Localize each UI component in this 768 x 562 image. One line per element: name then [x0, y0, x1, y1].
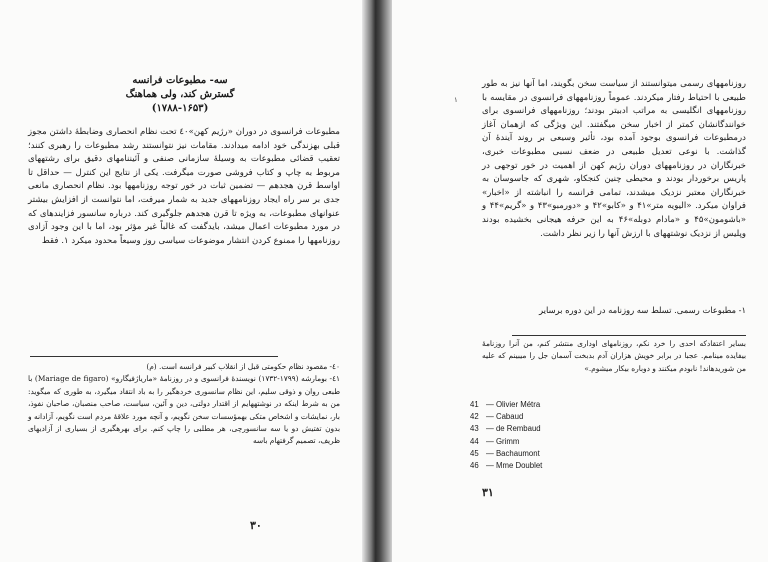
margin-mark: ۱: [454, 96, 458, 104]
footnote-41: ٤١- بومارشه (۱۷۹۹-۱۷۳۲) نویسندهٔ فرانسوی و در روزنامهٔ «ماریاژفیگارو» (Mariage de figaro) با طبعی روان و ذوقی سلیم، این نظام سانسوری خردهگیر را به باد انتقاد میگیرد، به طوری که میگوید: من به شرط اینکه در نوشتههایم از اقتدار دولتی، دین و آئین، سیاست، صاحب منصبان، صاحبان نفوذ، بار، نمایشات و اشخاص متکی بهمؤسسات سخن نگویم، و آنچه مورد علاقهٔ مردم است نگویم، آزادانه و بدون تفتیش دو یا سه سانسورچی، هر مطلبی را چاپ کنم. برای بهرهگیری از بسیاری از آزادیهای ظریف، تصمیم گرفتهام باسه: [28, 374, 341, 446]
right-footnote: بسایر اعتقادکه احدی را خرد نکم، روزنامهای اوداری منتشر کنم، من آنرا روزنامهٔ بیفایده مینامم. عجبا در برابر خویش هزاران آدم بدبخت آسمان جل را میبینم که علیه من شوریدهاند! نابودم میکنند و دوباره بیکار میشوم.»: [482, 339, 746, 373]
right-footnote-divider: [512, 335, 746, 336]
book-gutter: [362, 0, 392, 562]
list-item: 43 — de Rembaud: [470, 424, 541, 434]
list-item: 44 — Grimm: [470, 436, 520, 446]
right-body-paragraph: روزنامههای رسمی میتوانستند از سیاست سخن بگویند، اما آنها نیز به طور طبیعی با احتیاط رفتار میکردند. عموماً روزنامههای فرانسوی در مقایسه با روزنامههای انگلیسی به مراتب ادبیتر بودند؛ روزنامههای فرانسوی برای خوانندگانشان کمتر از اخبار سخن میگفتند. این ویژگی که ازهمان آغاز درمطبوعات فرانسوی بوجود آمده بود، تأثیر وسیعی بر روند آیندهٔ آن گذاشت. با نوعی تعدیل طبیعی در ضعف نسبی مطبوعات خبری، خبرنگاران در روزنامههای دوران رژیم کهن از اهمیت در خور توجهی در پاریس برخوردار بودند و محیطی چنین کنجکاو، شهری که جاسوسان به خبرنگاران معتبر نزدیک میشدند، تمامی فرانسه را انباشته از «اخبار» فراوان میکرد. «الیویه متر»۴۱ و «کابو»۴۲ و «دورمبو»۴۳ و «گریم»۴۴ و «باشومون»۴۵ و «مادام دوبله»۴۶ به این حرفه هیجانی بخشیده بودند وپلیس از نزدیک نوشتههای با ارزش آنها را زیر نظر داشت.: [482, 79, 746, 239]
heading-line-1: سه- مطبوعات فرانسه: [132, 75, 228, 86]
names-list: [470, 399, 542, 472]
list-item: 41 — Olivier Métra: [470, 400, 541, 409]
left-page: [0, 0, 362, 562]
section-subheading: ۱- مطبوعات رسمی. تسلط سه روزنامه در این دوره برسایر: [539, 305, 746, 315]
heading-line-3: (۱۷۸۸-۱۶۵۳): [151, 103, 209, 114]
heading-line-2: گسترش کند، ولی هماهنگ: [125, 89, 235, 100]
right-page: [392, 0, 768, 562]
footnote-divider: [30, 356, 278, 357]
list-item: 46 — Mme Doublet: [470, 461, 543, 471]
list-item: 42 — Cabaud: [470, 412, 524, 422]
list-item: 45 — Bachaumont: [470, 448, 540, 458]
page-number-right: ۳۱: [482, 486, 494, 499]
chapter-heading: [60, 74, 300, 116]
page-number-left: ۳۰: [250, 519, 262, 532]
footnote-40: ٤٠- مقصود نظام حکومتی قبل از انقلاب کبیر فرانسه است. (م): [146, 362, 340, 371]
left-footnotes: [28, 361, 340, 448]
left-body-paragraph: مطبوعات فرانسوی در دوران «رژیم کهن»٤٠ تحت نظام انحصاری وضابطهٔ داشتن مجوز قبلی بهزندگی خود ادامه میدادند. مقامات نیز نتوانستند رشد مطبوعات را رهبری کنند؛ تعقیب قضائی مطبوعات به وسیلهٔ سازمانی صنفی و آئیننامهای دقیق برای رشتههای مربوط به چاپ و کتاب فروشی صورت میگرفت. یکی از نتایج این کنترل — حداقل تا اواسط قرن هجدهم — تضمین ثبات در خور توجه روزنامهها بود. نظام انحصاری مانعی جدی بر سر راه ایجاد روزنامههای جدید به شمار میرفت، اما نتوانست از افزایش بیشتر عنوانهای مطبوعات، به ویژه تا قرن هجدهم جلوگیری کند. درباره سانسور فزایندهای که در مورد مطبوعات اعمال میشد، بایدگفت که غالباً غیر مؤثر بود، اما با این وجود آزادی روزنامهها را ممنوع کردن انتشار موضوعات سیاسی روز وسیعاً محدود میکرد ۱. فقط: [28, 127, 340, 246]
